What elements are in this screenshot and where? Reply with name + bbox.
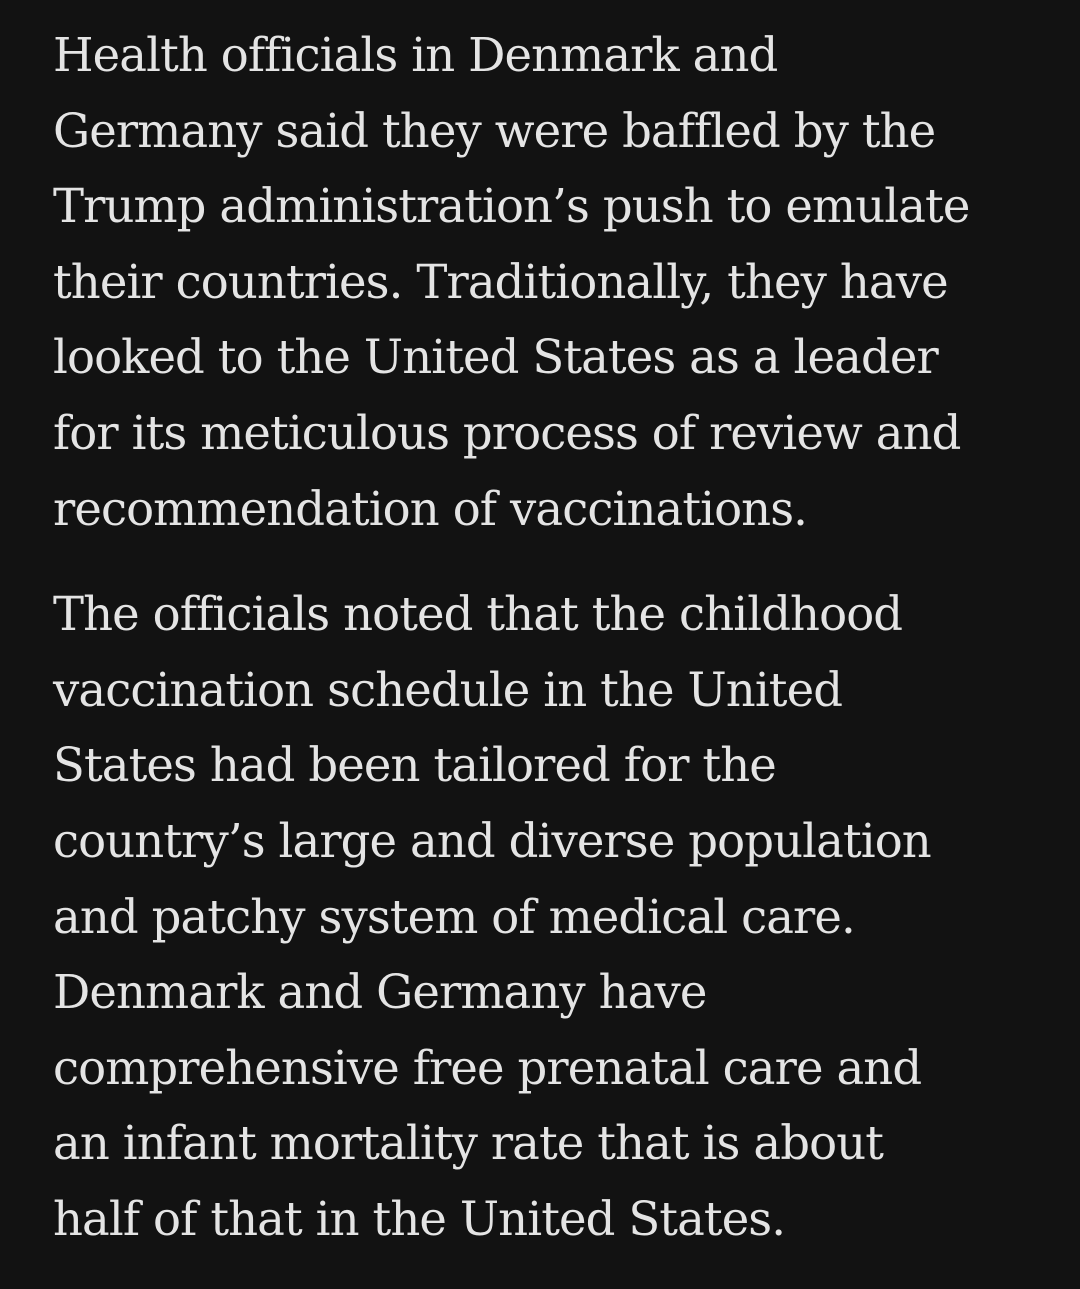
- article-paragraph-2: [53, 577, 1043, 1257]
- paragraph-line: Germany said they were baffled by the: [53, 103, 936, 158]
- paragraph-line: and patchy system of medical care.: [53, 889, 855, 944]
- paragraph-line: comprehensive free prenatal care and: [53, 1040, 922, 1095]
- paragraph-line: Denmark and Germany have: [53, 965, 707, 1020]
- paragraph-line: States had been tailored for the: [53, 738, 776, 793]
- paragraph-line: recommendation of vaccinations.: [53, 481, 808, 536]
- paragraph-line: an infant mortality rate that is about: [53, 1116, 884, 1171]
- paragraph-line: their countries. Traditionally, they have: [53, 254, 948, 309]
- article-paragraph-1: [53, 18, 1043, 547]
- paragraph-line: The officials noted that the childhood: [53, 587, 903, 642]
- paragraph-line: country’s large and diverse population: [53, 813, 931, 868]
- paragraph-line: vaccination schedule in the United: [53, 662, 843, 717]
- paragraph-line: half of that in the United States.: [53, 1191, 786, 1246]
- article-body: [53, 18, 1043, 1258]
- paragraph-line: for its meticulous process of review and: [53, 405, 961, 460]
- paragraph-line: looked to the United States as a leader: [53, 330, 938, 385]
- paragraph-line: Trump administration’s push to emulate: [53, 179, 970, 234]
- paragraph-line: Health officials in Denmark and: [53, 28, 778, 82]
